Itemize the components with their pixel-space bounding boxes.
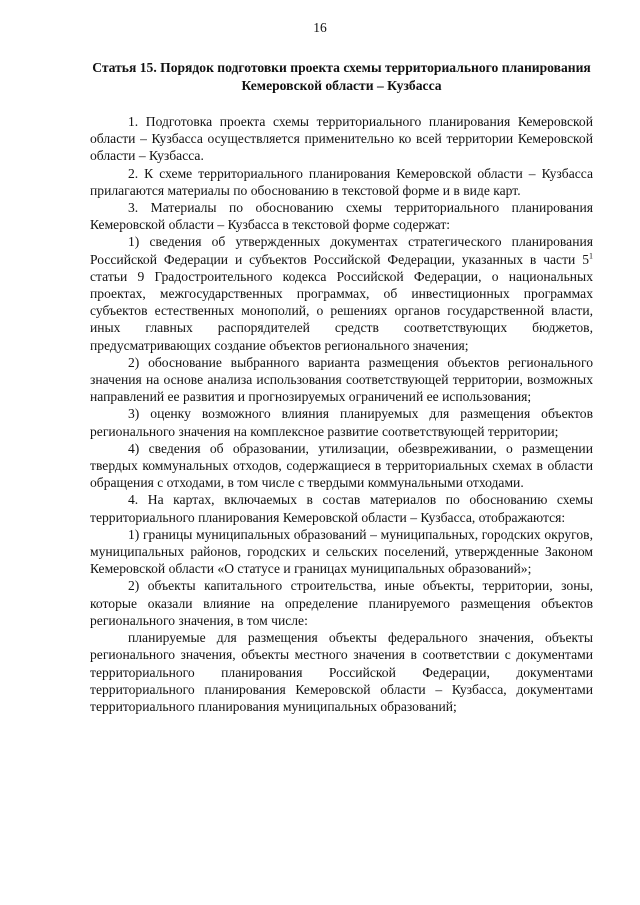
paragraph-3-item-1-text: 1) сведения об утвержденных документах стратегического планирования Российской Федерации и субъектов Российской Федерации, указанных в части 5 [90,234,593,267]
paragraph-3-item-4: 4) сведения об образовании, утилизации, обезвреживании, о размещении твердых коммунальных отходов, содержащиеся в территориальных схемах в области обращения с отходами, в том числе с твердыми коммунальными отходами. [90,440,593,491]
page-number: 16 [313,20,327,35]
paragraph-3-item-1 [90,233,593,353]
document-body [90,59,593,715]
superscript: 1 [589,251,593,261]
paragraph-3-item-2: 2) обоснование выбранного варианта размещения объектов регионального значения на основе анализа использования соответствующей территории, возможных направлений ее развития и прогнозируемых ограничений ее использования; [90,354,593,405]
paragraph-3-item-3: 3) оценку возможного влияния планируемых для размещения объектов регионального значения на комплексное развитие соответствующей территории; [90,406,593,439]
paragraph-2: 2. К схеме территориального планирования Кемеровской области – Кузбасса прилагаются материалы по обоснованию в текстовой форме и в виде карт. [90,165,593,198]
paragraph-4-item-1: 1) границы муниципальных образований – муниципальных, городских округов, муниципальных районов, городских и сельских поселений, утвержденные Законом Кемеровской области «О статусе и границах муниципальных образований»; [90,526,593,577]
paragraph-4: 4. На картах, включаемых в состав материалов по обоснованию схемы территориального планирования Кемеровской области – Кузбасса, отображаются: [90,492,593,525]
paragraph-3: 3. Материалы по обоснованию схемы территориального планирования Кемеровской области – Кузбасса в текстовой форме содержат: [90,200,593,233]
article-title: Статья 15. Порядок подготовки проекта схемы территориального планирования Кемеровской области – Кузбасса [92,60,591,93]
paragraph-4-item-2: 2) объекты капитального строительства, иные объекты, территории, зоны, которые оказали влияние на определение планируемого размещения объектов регионального значения, в том числе: [90,578,593,628]
paragraph-4-item-2-a: планируемые для размещения объекты федерального значения, объекты регионального значения, объекты местного значения в соответствии с документами территориального планирования Российской Федерации, документами территориального планирования Кемеровской области – Кузбасса, документами территориального планирования муниципальных образований; [90,630,593,714]
paragraph-1: 1. Подготовка проекта схемы территориального планирования Кемеровской области – Кузбасса осуществляется применительно ко всей территории Кемеровской области – Кузбасса. [90,114,593,164]
paragraph-3-item-1-text-cont: статьи 9 Градостроительного кодекса Российской Федерации, о национальных проектах, межгосударственных программах, об инвестиционных программах субъектов естественных монополий, о решениях органов государственной власти, иных главных распорядителей средств соответствующих бюджетов, предусматривающих создание объектов регионального значения; [90,268,593,353]
